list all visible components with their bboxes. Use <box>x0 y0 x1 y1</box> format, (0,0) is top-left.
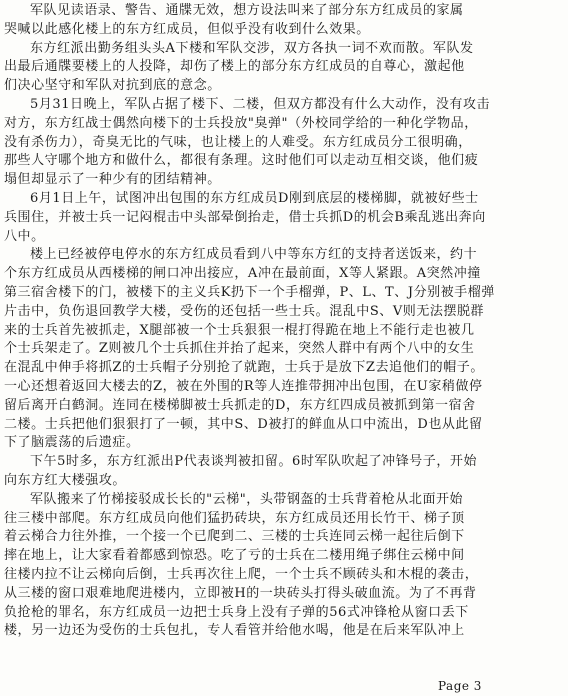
text-line: 6月1日上午，试图冲出包围的东方红成员D刚到底层的楼梯脚，就被好些士 <box>30 191 479 206</box>
text-line: 在混乱中伸手将抓Z的士兵帽子分别抢了就跑，士兵于是放下Z去追他们的帽子。 <box>4 360 484 375</box>
text-line: 留后离开白鹤洞。连同在楼梯脚被士兵抓走的D，东方红四成员被抓到第一宿舍 <box>4 398 476 413</box>
text-line: 楼上已经被停电停水的东方红成员看到八中等东方红的支持者送饭来，约十 <box>30 247 478 262</box>
text-line: 对方，东方红战士偶然向楼下的士兵投放"臭弹"（外校同学给的一种化学物品， <box>4 116 478 131</box>
text-line: 那些人守哪个地方和做什么，都很有条理。这时他们可以走动互相交谈，他们疲 <box>4 153 479 168</box>
text-line: 军队见读语录、警告、通牒无效，想方设法叫来了部分东方红成员的家属 <box>30 3 464 18</box>
text-line: 个东方红成员从西楼梯的闸口冲出接应，A冲在最前面，X等人紧跟。A突然冲撞 <box>4 266 481 281</box>
text-line: 出最后通牒要楼上的人投降，却伤了楼上的部分东方红成员的自尊心，激起他 <box>4 59 465 74</box>
text-line: 一心还想着返回大楼去的Z，被在外围的R等人连推带拥冲出包围，在U家稍做停 <box>4 379 483 394</box>
page-number: Page 3 <box>438 679 482 693</box>
text-line: 来的士兵首先被抓走，X腿部被一个士兵狠狠一棍打得跪在地上不能行走也被几 <box>4 323 475 338</box>
text-line: 哭喊以此感化楼上的东方红成员，但似乎没有收到什么效果。 <box>4 22 370 37</box>
text-line: 从三楼的窗口艰难地爬进楼内，立即被H的一块砖头打得头破血流。为了不再背 <box>4 586 477 601</box>
text-line: 着云梯合力往外推，一个接一个已爬到二、三楼的士兵连同云梯一起往后倒下 <box>4 529 465 544</box>
text-line: 往三楼中部爬。东方红成员向他们猛扔砖块，东方红成员还用长竹干、梯子顶 <box>4 511 465 526</box>
text-line: 摔在地上，让大家看着都感到惊恐。吃了亏的士兵在二楼用绳子绑住云梯中间 <box>4 548 465 563</box>
text-line: 片击中，负伤退回教学大楼，受伤的还包括一些士兵。混乱中S、V则无法摆脱群 <box>4 304 485 319</box>
text-line: 往楼内拉不让云梯向后倒，士兵再次往上爬，一个士兵不顾砖头和木棍的袭击， <box>4 567 479 582</box>
text-line: 负抢枪的罪名，东方红成员一边把士兵身上没有子弹的56式冲锋枪从窗口丢下 <box>4 605 469 620</box>
text-line: 八中。 <box>4 229 45 244</box>
text-line: 兵围住，并被士兵一记闷棍击中头部晕倒抬走，借士兵抓D的机会B乘乱逃出奔向 <box>4 210 486 225</box>
text-line: 二楼。士兵把他们狠狠打了一顿，其中S、D被打的鲜血从口中流出，D也从此留 <box>4 417 483 432</box>
text-line: 向东方红大楼强攻。 <box>4 473 126 488</box>
text-line: 没有杀伤力），奇臭无比的气味，也让楼上的人难受。东方红成员分工很明确， <box>4 135 472 150</box>
text-line: 军队搬来了竹梯接驳成长长的"云梯"，头带钢盔的士兵背着枪从北面开始 <box>30 492 464 507</box>
text-line: 5月31日晚上，军队占据了楼下、二楼，但双方都没有什么大动作，没有攻击 <box>30 97 491 112</box>
text-line: 下午5时多，东方红派出P代表谈判被扣留。6时军队吹起了冲锋号子，开始 <box>30 454 477 469</box>
text-line: 个士兵架走了。Z则被几个士兵抓住并抬了起来，突然人群中有两个八中的女生 <box>4 341 475 356</box>
text-line: 东方红派出勤务组头头A下楼和军队交涉，双方各执一词不欢而散。军队发 <box>30 41 474 56</box>
text-line: 们决心坚守和军队对抗到底的意念。 <box>4 78 221 93</box>
text-line: 塌但却显示了一种少有的团结精神。 <box>4 172 221 187</box>
text-line: 第三宿舍楼下的门，被楼下的主义兵K扔下一个手榴弹，P、L、T、J分别被手榴弹 <box>4 285 495 300</box>
text-line: 下了脑震荡的后遗症。 <box>4 435 140 450</box>
text-line: 楼，另一边还为受伤的士兵包扎，专人看管并给他水喝，他是在后来军队冲上 <box>4 623 465 638</box>
